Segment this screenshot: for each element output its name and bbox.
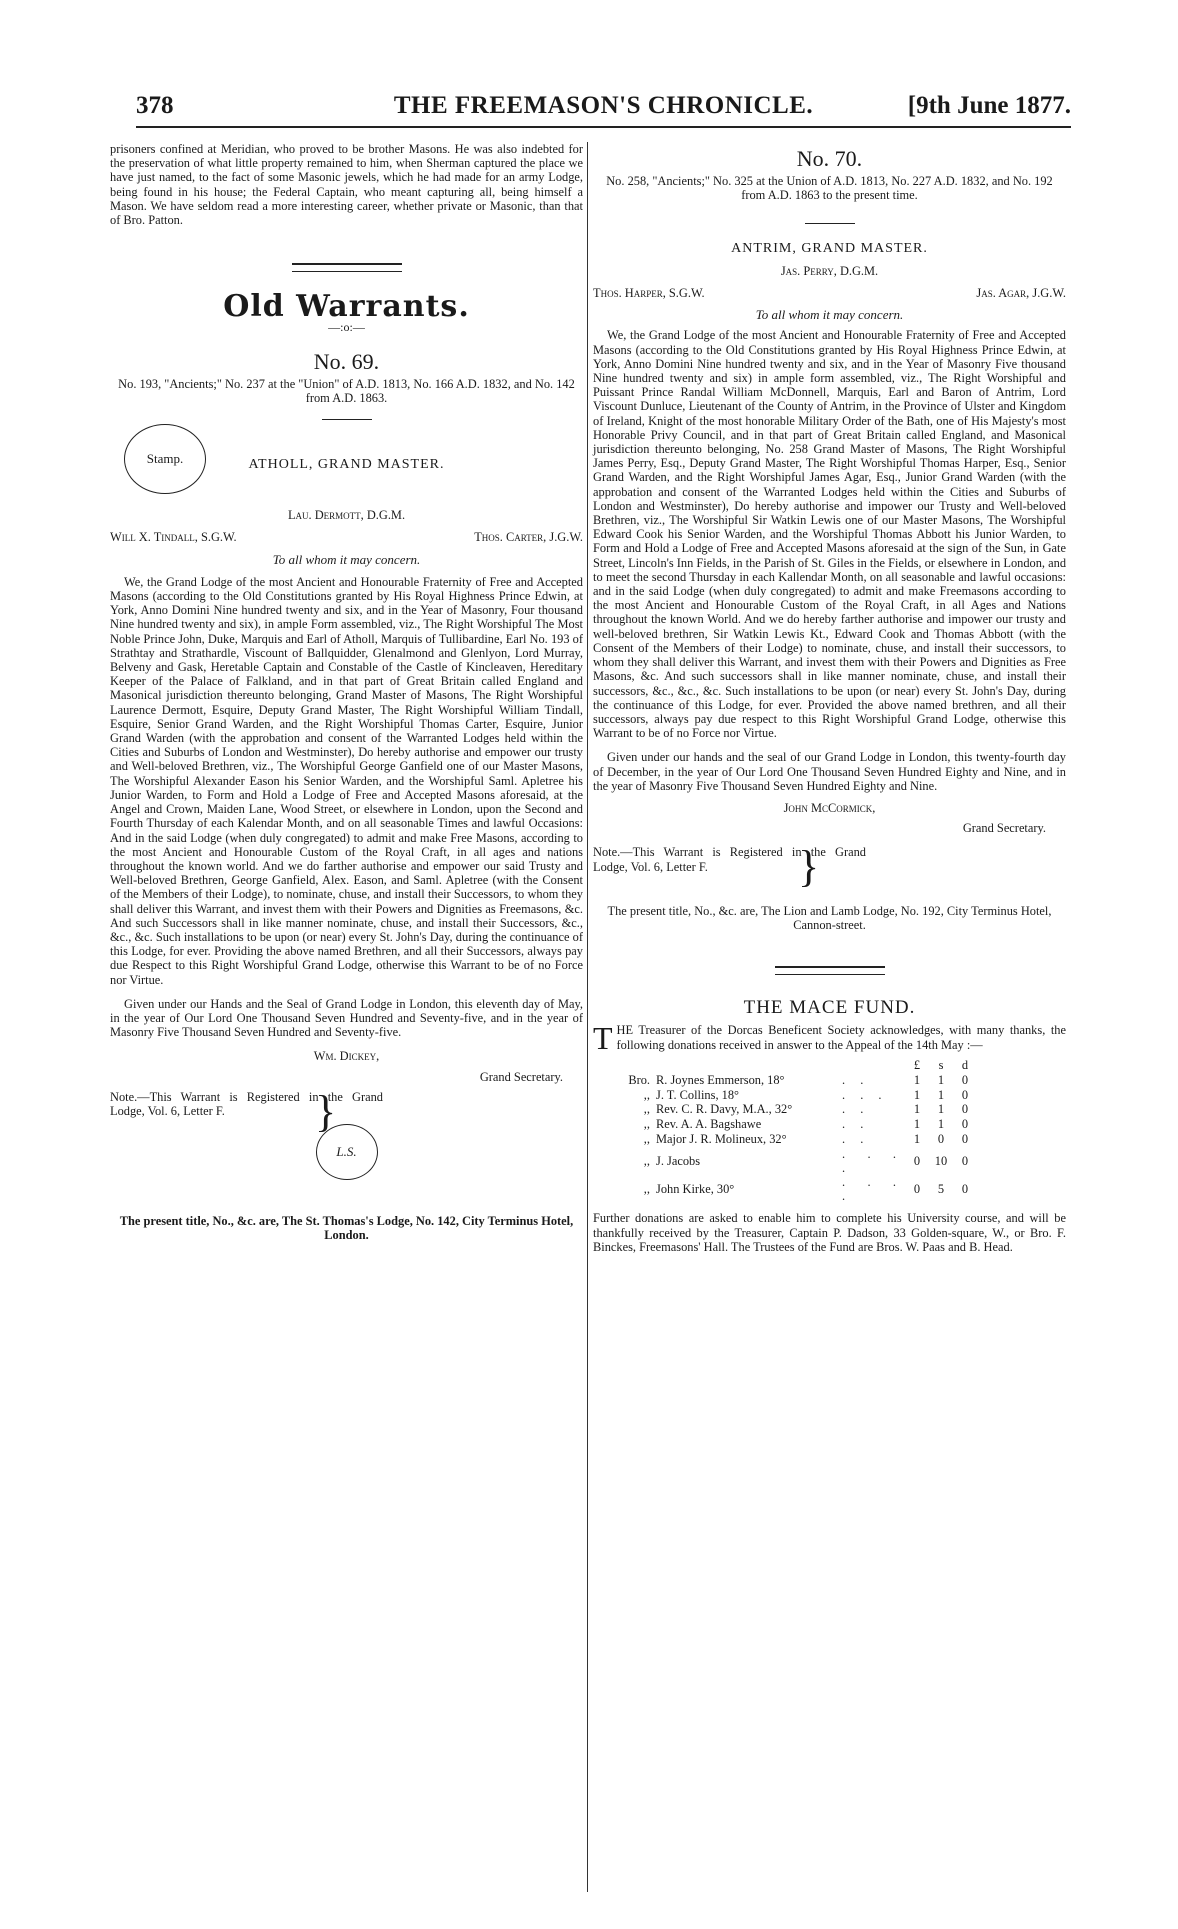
table-row — [623, 1175, 977, 1203]
warrant-number: No. 70. — [796, 146, 863, 171]
amount-shillings: 1 — [937, 1117, 945, 1132]
note-text: Note.—This Warrant is Registered in the Grand Lodge, Vol. 6, Letter F. — [593, 845, 866, 874]
right-column — [593, 142, 1066, 1254]
registration-note — [593, 842, 1066, 892]
mace-intro — [593, 1020, 1066, 1057]
donor-prefix: ,, — [643, 1117, 650, 1132]
leader-dots: . . . — [842, 1087, 888, 1102]
left-column — [110, 142, 583, 1243]
table-row — [623, 1087, 977, 1102]
amount-shillings: 10 — [934, 1153, 948, 1168]
header-shillings: s — [938, 1058, 944, 1073]
amount-pounds: 1 — [913, 1102, 921, 1117]
table-header — [623, 1058, 977, 1073]
leader-dots: . . . . — [842, 1174, 902, 1204]
amount-pence: 0 — [961, 1132, 969, 1147]
intro-paragraph: prisoners confined at Meridian, who proved to be brother Masons. He was also indebted for the preservation of what little property remained to him, when Sherman captured the place we have just named, to the fact of some Masonic jewels, which he had made for an army Lodge, being found in his house; the Federal Captain, who meant capturing all, being himself a Mason. We have seldom read a more interesting career, whether private or Masonic, than that of Bro. Patton. — [110, 142, 583, 228]
leader-dots: . . — [842, 1117, 870, 1132]
warrant-body: We, the Grand Lodge of the most Ancient and Honourable Fraternity of Free and Accepted Masons (according to the Old Constitutions granted by His Royal Highness Prince Edwin, at York, Anno Domini Nine hundred twenty and six, and in the Year of Masonry Five thousand Nine hundred twenty and six) in ample form assembled, viz., The Right Worshipful and Puissant Prince Randal William McDonnell, Marquis, Earl and Baron of Antrim, Lord Viscount Dunluce, Lieutenant of the County of Antrim, in the Province of Ulster and Kingdom of Ireland, Knight of the most honorable Military Order of the Bath, one of His Majesty's most Honorable Privy Council, and in that part of Great Britain called England, and Masonical jurisdiction thereunto belonging, No. 258 Grand Master of Masons, The Right Worshipful James Perry, Esq., Deputy Grand Master, The Right Worshipful Thomas Harper, Esq., Senior Grand Warden, and the Right Worshipful James Agar, Esq., Junior Grand Warden (with the approbation and consent of the Warranted Lodges held within the Cities and Suburbs of London and Westminster), Do hereby authorise and impower our Trusty and Well-beloved Brethren, viz., The Worshipful Sir Watkin Lewis one of our Master Masons, The Worshipful Edward Cook his Senior Warden, and the Worshipful Thomas Abbott his Junior Warden, to Form and Hold a Lodge of Free and Accepted Masons aforesaid at the sign of the Sun, in Gate Street, Lincoln's Inn Fields, in the Parish of St. Giles in the Fields, or elsewhere in London, and to meet the second Thursday in each Kallendar Month, on all seasonable and lawful occasions: and in the said Lodge (when duly congregated) to admit and make Freemasons according to the most Ancient and Honourable Custom of the Royal Craft, in all Ages and Nations throughout the known World. And we do hereby farther authorise and impower our trusty and well-beloved brethren, Sir Watkin Lewis Kt., Edward Cook and Thomas Abbott (with the Consent of the Members of their Lodge) to nominate, chuse, and install their successors, to whom they shall deliver this Warrant, and invest them with their Powers and Dignities as Free Masons, &c. And such successors shall in like manner nominate, chuse, and install their successors, &c., &c., &c. Such installations to be upon (or near) every St. John's Day, during the continuance of this Lodge, for ever. Provided the above named brethren, and all their successors, always pay due respect to this Right Worshipful Grand Lodge, otherwise this Warrant to be of no Force nor Virtue. — [593, 328, 1067, 741]
salutation: To all whom it may concern. — [272, 551, 421, 567]
amount-shillings: 0 — [937, 1132, 945, 1147]
donor-prefix: ,, — [643, 1102, 650, 1117]
amount-pounds: 1 — [913, 1132, 921, 1147]
stamp-row — [110, 420, 583, 502]
leader-dots: . . . . — [842, 1146, 902, 1175]
grand-master: ATHOLL, GRAND MASTER. — [248, 457, 445, 473]
warrant-given: Given under our Hands and the Seal of Grand Lodge in London, this eleventh day of May, in the year of Our Lord One Thousand Seven Hundred and Seventy-five, and in the year of Masonry Five Thousand Seven Hundred and Seventy-five. — [110, 996, 583, 1040]
warrant-given: Given under our hands and the seal of our Grand Lodge in London, this twenty-fourth day of December, in the year of Our Lord One Thousand Seven Hundred Eighty and Nine, and in the year of Masonry Five Thousand Seven Hundred Eighty and Nine. — [593, 750, 1066, 793]
donations-table — [623, 1058, 977, 1204]
section-rule — [292, 263, 402, 272]
amount-pounds: 1 — [913, 1072, 921, 1087]
amount-pence: 0 — [961, 1072, 969, 1087]
section-rule — [775, 966, 885, 975]
section-title: Old Warrants. — [223, 289, 470, 325]
deputy-grand-master: Jas. Perry, D.G.M. — [780, 263, 879, 278]
header-pounds: £ — [913, 1058, 921, 1073]
mace-fund-title: THE MACE FUND. — [743, 997, 916, 1019]
section-separator: —:o:— — [328, 320, 365, 335]
amount-pounds: 1 — [913, 1087, 921, 1102]
donor-prefix: ,, — [643, 1153, 650, 1168]
brace-glyph: } — [315, 1086, 337, 1136]
amount-pence: 0 — [961, 1182, 969, 1197]
amount-shillings: 5 — [937, 1182, 945, 1197]
table-row — [623, 1147, 977, 1175]
header-pence: d — [961, 1058, 969, 1073]
amount-shillings: 1 — [937, 1072, 945, 1087]
wardens-row — [593, 286, 1066, 300]
brace-glyph: } — [798, 842, 820, 892]
drop-cap: T — [593, 1020, 613, 1057]
donor-name: R. Joynes Emmerson, 18° — [656, 1072, 785, 1087]
table-row — [623, 1102, 977, 1117]
issue-date: [9th June 1877. — [907, 92, 1071, 119]
junior-grand-warden: Jas. Agar, J.G.W. — [976, 286, 1066, 301]
amount-pounds: 0 — [913, 1182, 921, 1197]
grand-master: ANTRIM, GRAND MASTER. — [731, 240, 928, 256]
salutation: To all whom it may concern. — [755, 307, 904, 323]
donor-name: Major J. R. Molineux, 32° — [656, 1132, 787, 1147]
donor-name: J. Jacobs — [656, 1153, 701, 1168]
wardens-row — [110, 530, 583, 544]
publication-title: THE FREEMASON'S CHRONICLE. — [393, 92, 814, 119]
warrant-body: We, the Grand Lodge of the most Ancient and Honourable Fraternity of Free and Accepted Masons (according to the Old Constitutions granted by His Royal Highness Prince Edwin, at York, Anno Domini Nine hundred twenty and six, and in the Year of Masonry, Four thousand Nine hundred twenty and six), in ample Form assembled, viz., The Right Worshipful The Most Noble Prince John, Duke, Marquis and Earl of Atholl, Marquis of Tullibardine, Earl No. 193 of Strathtay and Strathardle, Viscount of Ballquidder, Glenalmond and Glenlyon, Lord Murray, Belveny and Gask, Heretable Captain and Constable of the Castle of Kincleaven, Hereditary Keeper of the Palace of Falkland, and in that part of Great Britain called England and Masonical jurisdiction thereunto belonging, Grand Master of Masons, The Right Worshipful Laurence Dermott, Esquire, Deputy Grand Master, The Right Worshipful William Tindall, Esquire, Senior Grand Warden, and the Right Worshipful Thomas Carter, Esquire, Junior Grand Warden (with the approbation and consent of the Warranted Lodges held within the Cities and Suburbs of London and Westminster), Do hereby authorise and empower our trusty and Well-beloved Brethren, viz., The Worshipful George Ganfield one of our Master Masons, The Worshipful Alexander Eason his Senior Warden, and the Worshipful Saml. Apletree his Junior Warden, to Form and Hold a Lodge of Free and Accepted Masons aforesaid, at the Angel and Crown, Maiden Lane, Wood Street, or elsewhere in London, upon the Second and Fourth Thursday of each Kalendar Month, and on all seasonable Times and lawful Occasions: And in the said Lodge (when duly congregated) to admit and make Free Masons, according to the most Ancient and Honourable Custom of the Royal Craft, in all ages and nations throughout the known world. And we do farther authorise and empower our said Trusty and Well-beloved Brethren, George Ganfield, Alex. Eason, and Saml. Apletree (with the Consent of the Members of their Lodge), to nominate, chuse, and install their Successors, to whom they shall deliver this Warrant, and invest them with their Powers and Dignities as Freemasons, &c. And such Successors shall in like manner nominate, chuse, and install their Successors, &c., &c., &c. Such installations to be upon (or near) every St. John's Day, during the continuance of this Lodge, for ever. Providing the above named Brethren, and all their Successors, always pay due Respect to this Right Worshipful Grand Lodge, otherwise this Warrant to be of no Force nor Virtue. — [110, 574, 583, 987]
amount-pounds: 1 — [913, 1117, 921, 1132]
donor-prefix: ,, — [643, 1087, 650, 1102]
donor-name: John Kirke, 30° — [656, 1182, 735, 1197]
amount-shillings: 1 — [937, 1087, 945, 1102]
masthead — [136, 92, 1071, 128]
donor-prefix: ,, — [643, 1132, 650, 1147]
amount-pence: 0 — [961, 1153, 969, 1168]
amount-pence: 0 — [961, 1117, 969, 1132]
page-number: 378 — [136, 92, 174, 119]
senior-grand-warden: Will X. Tindall, S.G.W. — [110, 530, 237, 545]
warrant-history: No. 258, "Ancients;" No. 325 at the Union of A.D. 1813, No. 227 A.D. 1832, and No. 192 from A.D. 1863 to the present time. — [606, 174, 1053, 203]
amount-pounds: 0 — [913, 1153, 921, 1168]
signer-name: Wm. Dickey, — [313, 1049, 380, 1064]
amount-pence: 0 — [961, 1087, 969, 1102]
signer-title: Grand Secretary. — [962, 821, 1046, 836]
amount-pence: 0 — [961, 1102, 969, 1117]
mace-further: Further donations are asked to enable him to complete his University course, and will be thankfully received by the Treasurer, Captain P. Dadson, 33 Golden-square, W., or Bro. F. Binckes, Freemasons' Hall. The Trustees of the Fund are Bros. W. Paas and B. Head. — [593, 1211, 1066, 1254]
table-row — [623, 1132, 977, 1147]
note-text: Note.—This Warrant is Registered in the Grand Lodge, Vol. 6, Letter F. — [110, 1089, 383, 1118]
leader-dots: . . — [842, 1132, 870, 1147]
leader-dots: . . — [842, 1102, 870, 1117]
donor-prefix: Bro. — [628, 1072, 650, 1087]
donor-name: Rev. C. R. Davy, M.A., 32° — [656, 1102, 793, 1117]
junior-grand-warden: Thos. Carter, J.G.W. — [474, 530, 583, 545]
signer-title: Grand Secretary. — [479, 1069, 563, 1084]
seal-label: L.S. — [336, 1144, 357, 1160]
warrant-number: No. 69. — [313, 348, 380, 374]
column-divider — [587, 142, 588, 1892]
leader-dots: . . — [842, 1072, 870, 1087]
stamp-label: Stamp. — [146, 451, 184, 467]
donor-prefix: ,, — [643, 1182, 650, 1197]
deputy-grand-master: Lau. Dermott, D.G.M. — [287, 508, 406, 523]
senior-grand-warden: Thos. Harper, S.G.W. — [593, 286, 705, 301]
present-title: The present title, No., &c. are, The Lion and Lamb Lodge, No. 192, City Terminus Hotel, Cannon-street. — [607, 903, 1052, 932]
donor-name: Rev. A. A. Bagshawe — [656, 1117, 762, 1132]
amount-shillings: 1 — [937, 1102, 945, 1117]
table-row — [623, 1117, 977, 1132]
donor-name: J. T. Collins, 18° — [656, 1087, 739, 1102]
mace-intro-text: HE Treasurer of the Dorcas Beneficent Society acknowledges, with many thanks, the following donations received in answer to the Appeal of the 14th May :— — [616, 1023, 1066, 1052]
table-row — [623, 1073, 977, 1088]
present-title: The present title, No., &c. are, The St. Thomas's Lodge, No. 142, City Terminus Hotel, London. — [119, 1214, 574, 1243]
registration-note — [110, 1086, 583, 1136]
warrant-history: No. 193, "Ancients;" No. 237 at the "Union" of A.D. 1813, No. 166 A.D. 1832, and No. 142 from A.D. 1863. — [118, 376, 575, 406]
signer-name: John McCormick, — [783, 800, 876, 815]
